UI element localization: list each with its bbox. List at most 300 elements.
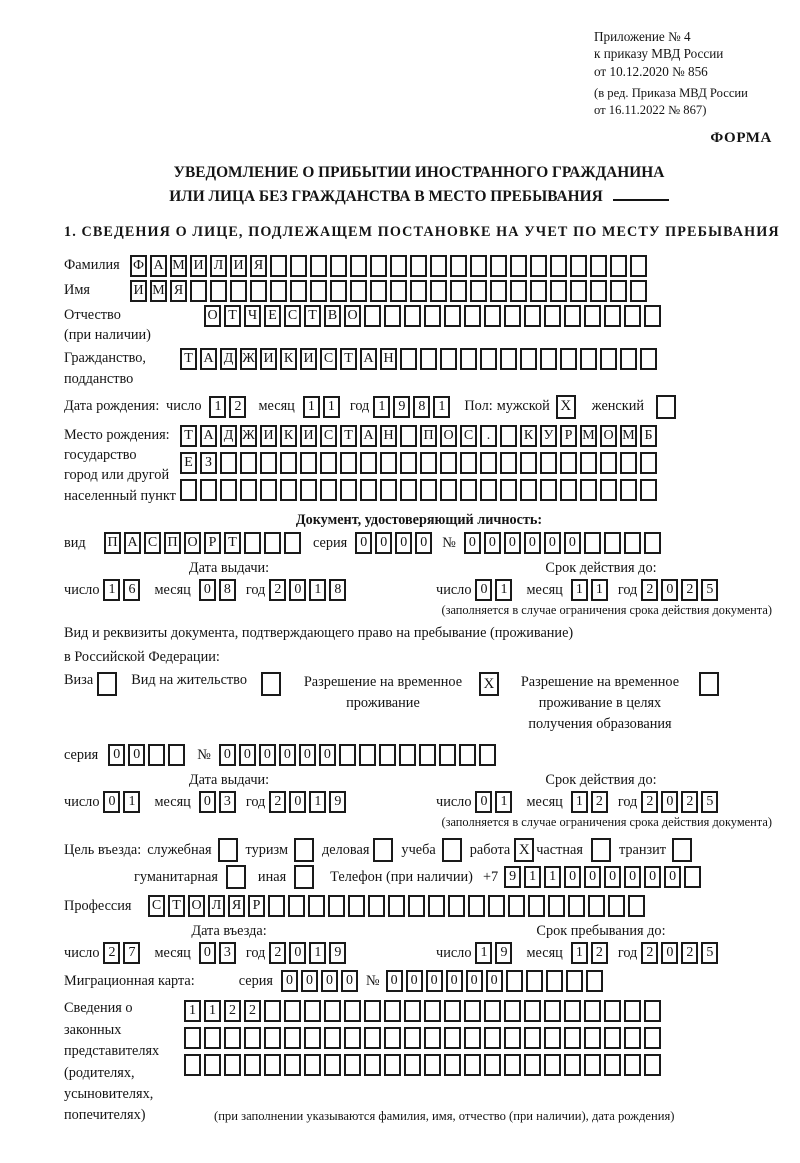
residence-doc-number-boxes[interactable] (219, 744, 496, 766)
char-box[interactable]: 0 (219, 744, 236, 766)
char-box[interactable]: 0 (199, 791, 216, 813)
visa-checkbox[interactable] (97, 672, 117, 696)
char-box[interactable] (294, 865, 314, 889)
issued-month-boxes[interactable] (199, 579, 236, 601)
char-box[interactable]: 2 (681, 942, 698, 964)
char-box[interactable] (364, 1054, 381, 1076)
char-box[interactable] (384, 1027, 401, 1049)
char-box[interactable] (444, 1054, 461, 1076)
char-box[interactable]: 0 (661, 579, 678, 601)
char-box[interactable] (448, 895, 465, 917)
purpose-tourism-checkbox[interactable] (294, 838, 314, 862)
representatives-boxes-line1[interactable] (184, 1000, 661, 1022)
issued-year-boxes[interactable] (269, 791, 346, 813)
char-box[interactable] (560, 348, 577, 370)
char-box[interactable] (548, 895, 565, 917)
issued-day-boxes[interactable] (103, 791, 140, 813)
char-box[interactable] (340, 479, 357, 501)
char-box[interactable]: С (460, 425, 477, 447)
char-box[interactable]: 0 (279, 744, 296, 766)
issued-year-boxes[interactable] (269, 579, 346, 601)
char-box[interactable]: Ф (130, 255, 147, 277)
char-box[interactable]: . (480, 425, 497, 447)
temp-permit-checkbox[interactable] (479, 672, 499, 696)
char-box[interactable]: 2 (641, 791, 658, 813)
char-box[interactable]: 8 (219, 579, 236, 601)
char-box[interactable] (190, 280, 207, 302)
char-box[interactable] (584, 305, 601, 327)
char-box[interactable]: С (144, 532, 161, 554)
char-box[interactable] (604, 305, 621, 327)
char-box[interactable] (430, 255, 447, 277)
char-box[interactable] (604, 1000, 621, 1022)
char-box[interactable] (240, 479, 257, 501)
char-box[interactable] (488, 895, 505, 917)
char-box[interactable]: 0 (259, 744, 276, 766)
char-box[interactable]: Р (204, 532, 221, 554)
char-box[interactable] (410, 255, 427, 277)
char-box[interactable] (608, 895, 625, 917)
char-box[interactable] (624, 1027, 641, 1049)
char-box[interactable]: 0 (239, 744, 256, 766)
char-box[interactable]: И (300, 348, 317, 370)
migration-card-series-boxes[interactable] (281, 970, 358, 992)
char-box[interactable]: 0 (504, 532, 521, 554)
char-box[interactable]: О (344, 305, 361, 327)
char-box[interactable]: Д (220, 348, 237, 370)
char-box[interactable] (644, 1054, 661, 1076)
representatives-boxes-line3[interactable] (184, 1054, 661, 1076)
char-box[interactable] (584, 1000, 601, 1022)
char-box[interactable] (340, 452, 357, 474)
char-box[interactable] (526, 970, 543, 992)
char-box[interactable] (226, 865, 246, 889)
char-box[interactable] (484, 1000, 501, 1022)
char-box[interactable]: Н (380, 425, 397, 447)
char-box[interactable]: И (260, 348, 277, 370)
char-box[interactable]: 1 (571, 791, 588, 813)
char-box[interactable] (384, 305, 401, 327)
char-box[interactable] (444, 305, 461, 327)
char-box[interactable] (300, 479, 317, 501)
edu-permit-checkbox[interactable] (699, 672, 719, 696)
char-box[interactable] (344, 1027, 361, 1049)
char-box[interactable]: 1 (495, 791, 512, 813)
purpose-business-checkbox[interactable] (373, 838, 393, 862)
char-box[interactable] (568, 895, 585, 917)
char-box[interactable] (284, 1027, 301, 1049)
char-box[interactable] (184, 1027, 201, 1049)
char-box[interactable]: В (324, 305, 341, 327)
char-box[interactable] (230, 280, 247, 302)
char-box[interactable] (640, 452, 657, 474)
char-box[interactable]: Т (340, 425, 357, 447)
char-box[interactable] (390, 280, 407, 302)
char-box[interactable]: И (260, 425, 277, 447)
char-box[interactable] (656, 395, 676, 419)
residence-doc-series-boxes[interactable] (108, 744, 185, 766)
char-box[interactable]: А (200, 425, 217, 447)
char-box[interactable] (684, 866, 701, 888)
char-box[interactable]: 0 (644, 866, 661, 888)
char-box[interactable]: 0 (466, 970, 483, 992)
char-box[interactable] (580, 452, 597, 474)
char-box[interactable]: Ж (240, 425, 257, 447)
char-box[interactable] (444, 1027, 461, 1049)
char-box[interactable]: 2 (244, 1000, 261, 1022)
char-box[interactable]: Т (168, 895, 185, 917)
char-box[interactable] (364, 305, 381, 327)
char-box[interactable]: К (520, 425, 537, 447)
char-box[interactable]: 2 (103, 942, 120, 964)
char-box[interactable]: 9 (329, 942, 346, 964)
char-box[interactable] (440, 452, 457, 474)
char-box[interactable]: 0 (321, 970, 338, 992)
char-box[interactable] (490, 280, 507, 302)
char-box[interactable]: 1 (309, 579, 326, 601)
char-box[interactable] (520, 348, 537, 370)
char-box[interactable] (480, 348, 497, 370)
char-box[interactable] (610, 255, 627, 277)
char-box[interactable] (544, 1000, 561, 1022)
char-box[interactable]: М (620, 425, 637, 447)
char-box[interactable] (288, 895, 305, 917)
char-box[interactable]: 9 (495, 942, 512, 964)
char-box[interactable] (584, 1054, 601, 1076)
char-box[interactable]: X (514, 838, 534, 862)
char-box[interactable] (410, 280, 427, 302)
char-box[interactable] (524, 1054, 541, 1076)
char-box[interactable]: 6 (123, 579, 140, 601)
char-box[interactable] (610, 280, 627, 302)
char-box[interactable] (644, 532, 661, 554)
char-box[interactable] (460, 452, 477, 474)
char-box[interactable] (500, 348, 517, 370)
char-box[interactable]: 1 (209, 396, 226, 418)
stay-month-boxes[interactable] (571, 942, 608, 964)
char-box[interactable] (324, 1054, 341, 1076)
char-box[interactable]: 1 (524, 866, 541, 888)
char-box[interactable]: 0 (415, 532, 432, 554)
char-box[interactable] (224, 1054, 241, 1076)
char-box[interactable] (510, 280, 527, 302)
char-box[interactable] (310, 280, 327, 302)
char-box[interactable] (500, 479, 517, 501)
char-box[interactable] (564, 1027, 581, 1049)
char-box[interactable] (580, 479, 597, 501)
char-box[interactable]: С (320, 425, 337, 447)
char-box[interactable]: 0 (301, 970, 318, 992)
char-box[interactable] (506, 970, 523, 992)
char-box[interactable] (364, 1027, 381, 1049)
migration-card-number-boxes[interactable] (386, 970, 603, 992)
char-box[interactable]: А (124, 532, 141, 554)
char-box[interactable] (520, 452, 537, 474)
char-box[interactable] (604, 1054, 621, 1076)
char-box[interactable]: Б (640, 425, 657, 447)
valid-month-boxes[interactable] (571, 579, 608, 601)
char-box[interactable]: 2 (681, 791, 698, 813)
char-box[interactable] (320, 452, 337, 474)
char-box[interactable]: 0 (446, 970, 463, 992)
char-box[interactable] (604, 1027, 621, 1049)
char-box[interactable] (264, 532, 281, 554)
char-box[interactable] (644, 1027, 661, 1049)
char-box[interactable]: 8 (413, 396, 430, 418)
char-box[interactable]: 2 (681, 579, 698, 601)
char-box[interactable] (344, 1054, 361, 1076)
birth-day-boxes[interactable] (209, 396, 246, 418)
char-box[interactable]: 0 (475, 791, 492, 813)
char-box[interactable] (640, 479, 657, 501)
purpose-work-checkbox[interactable] (514, 838, 534, 862)
char-box[interactable]: Я (228, 895, 245, 917)
char-box[interactable] (224, 1027, 241, 1049)
char-box[interactable] (484, 1054, 501, 1076)
char-box[interactable] (600, 479, 617, 501)
char-box[interactable] (464, 305, 481, 327)
char-box[interactable] (480, 479, 497, 501)
char-box[interactable] (404, 1000, 421, 1022)
valid-year-boxes[interactable] (641, 791, 718, 813)
char-box[interactable]: 0 (426, 970, 443, 992)
char-box[interactable] (424, 1054, 441, 1076)
char-box[interactable] (530, 280, 547, 302)
char-box[interactable]: 1 (323, 396, 340, 418)
valid-day-boxes[interactable] (475, 791, 512, 813)
char-box[interactable] (524, 1000, 541, 1022)
char-box[interactable] (428, 895, 445, 917)
char-box[interactable] (440, 479, 457, 501)
char-box[interactable] (630, 280, 647, 302)
char-box[interactable]: П (104, 532, 121, 554)
char-box[interactable] (168, 744, 185, 766)
char-box[interactable] (184, 1054, 201, 1076)
char-box[interactable]: 2 (591, 791, 608, 813)
char-box[interactable]: 3 (219, 942, 236, 964)
char-box[interactable] (500, 452, 517, 474)
char-box[interactable] (504, 1000, 521, 1022)
char-box[interactable] (430, 280, 447, 302)
char-box[interactable] (544, 305, 561, 327)
char-box[interactable] (450, 280, 467, 302)
char-box[interactable]: 1 (495, 579, 512, 601)
char-box[interactable] (464, 1000, 481, 1022)
char-box[interactable]: 2 (641, 579, 658, 601)
char-box[interactable] (294, 838, 314, 862)
char-box[interactable] (384, 1054, 401, 1076)
char-box[interactable] (544, 1054, 561, 1076)
char-box[interactable] (368, 895, 385, 917)
char-box[interactable] (546, 970, 563, 992)
char-box[interactable] (370, 255, 387, 277)
char-box[interactable]: 0 (624, 866, 641, 888)
char-box[interactable]: 0 (199, 942, 216, 964)
char-box[interactable]: 9 (393, 396, 410, 418)
char-box[interactable]: М (580, 425, 597, 447)
char-box[interactable]: Я (170, 280, 187, 302)
char-box[interactable]: Е (264, 305, 281, 327)
char-box[interactable] (260, 452, 277, 474)
char-box[interactable]: Я (250, 255, 267, 277)
char-box[interactable]: 0 (299, 744, 316, 766)
stay-day-boxes[interactable] (475, 942, 512, 964)
char-box[interactable]: 0 (281, 970, 298, 992)
char-box[interactable] (468, 895, 485, 917)
char-box[interactable] (550, 280, 567, 302)
char-box[interactable]: У (540, 425, 557, 447)
char-box[interactable]: 1 (123, 791, 140, 813)
char-box[interactable] (442, 838, 462, 862)
char-box[interactable] (540, 348, 557, 370)
char-box[interactable] (564, 1000, 581, 1022)
char-box[interactable]: 0 (108, 744, 125, 766)
char-box[interactable] (364, 1000, 381, 1022)
char-box[interactable] (308, 895, 325, 917)
char-box[interactable]: И (300, 425, 317, 447)
char-box[interactable] (324, 1027, 341, 1049)
given-name-boxes[interactable] (130, 280, 647, 302)
char-box[interactable] (408, 895, 425, 917)
char-box[interactable] (264, 1000, 281, 1022)
char-box[interactable] (460, 479, 477, 501)
purpose-private-checkbox[interactable] (591, 838, 611, 862)
char-box[interactable]: 0 (341, 970, 358, 992)
char-box[interactable] (484, 1027, 501, 1049)
char-box[interactable]: Т (224, 305, 241, 327)
char-box[interactable]: 9 (504, 866, 521, 888)
char-box[interactable] (591, 838, 611, 862)
char-box[interactable] (624, 1000, 641, 1022)
char-box[interactable] (304, 1054, 321, 1076)
char-box[interactable] (510, 255, 527, 277)
char-box[interactable]: Ч (244, 305, 261, 327)
char-box[interactable]: 0 (355, 532, 372, 554)
char-box[interactable]: 2 (591, 942, 608, 964)
char-box[interactable] (404, 1054, 421, 1076)
char-box[interactable]: М (170, 255, 187, 277)
char-box[interactable]: 5 (701, 791, 718, 813)
char-box[interactable]: 0 (524, 532, 541, 554)
char-box[interactable] (220, 452, 237, 474)
char-box[interactable] (420, 348, 437, 370)
char-box[interactable] (97, 672, 117, 696)
char-box[interactable] (470, 255, 487, 277)
char-box[interactable] (380, 452, 397, 474)
purpose-transit-checkbox[interactable] (672, 838, 692, 862)
char-box[interactable] (590, 255, 607, 277)
char-box[interactable] (590, 280, 607, 302)
char-box[interactable] (520, 479, 537, 501)
char-box[interactable]: Р (248, 895, 265, 917)
char-box[interactable] (380, 479, 397, 501)
char-box[interactable] (540, 452, 557, 474)
char-box[interactable]: И (130, 280, 147, 302)
char-box[interactable] (280, 452, 297, 474)
phone-boxes[interactable] (504, 866, 701, 888)
birth-place-boxes-line2[interactable] (180, 452, 657, 474)
char-box[interactable] (504, 305, 521, 327)
char-box[interactable]: Л (208, 895, 225, 917)
identity-doc-number-boxes[interactable] (464, 532, 661, 554)
char-box[interactable]: 0 (544, 532, 561, 554)
char-box[interactable] (270, 280, 287, 302)
char-box[interactable]: 0 (664, 866, 681, 888)
char-box[interactable] (404, 305, 421, 327)
char-box[interactable] (400, 425, 417, 447)
char-box[interactable]: А (150, 255, 167, 277)
valid-month-boxes[interactable] (571, 791, 608, 813)
char-box[interactable] (570, 255, 587, 277)
char-box[interactable] (540, 479, 557, 501)
valid-year-boxes[interactable] (641, 579, 718, 601)
char-box[interactable] (200, 479, 217, 501)
char-box[interactable]: Т (180, 348, 197, 370)
char-box[interactable] (644, 1000, 661, 1022)
char-box[interactable]: Т (304, 305, 321, 327)
char-box[interactable]: 0 (289, 791, 306, 813)
char-box[interactable] (359, 744, 376, 766)
birth-place-boxes-line1[interactable] (180, 425, 657, 447)
char-box[interactable]: 0 (564, 866, 581, 888)
char-box[interactable]: П (164, 532, 181, 554)
char-box[interactable] (479, 744, 496, 766)
char-box[interactable]: 0 (103, 791, 120, 813)
char-box[interactable]: 0 (289, 942, 306, 964)
char-box[interactable] (524, 1027, 541, 1049)
char-box[interactable]: 1 (309, 791, 326, 813)
char-box[interactable] (270, 255, 287, 277)
char-box[interactable] (260, 479, 277, 501)
issued-day-boxes[interactable] (103, 579, 140, 601)
citizenship-boxes[interactable] (180, 348, 657, 370)
char-box[interactable]: А (200, 348, 217, 370)
char-box[interactable] (420, 479, 437, 501)
char-box[interactable] (450, 255, 467, 277)
char-box[interactable]: О (440, 425, 457, 447)
char-box[interactable] (628, 895, 645, 917)
char-box[interactable] (439, 744, 456, 766)
char-box[interactable]: 5 (701, 942, 718, 964)
char-box[interactable] (350, 255, 367, 277)
char-box[interactable]: 1 (475, 942, 492, 964)
char-box[interactable]: 2 (269, 579, 286, 601)
char-box[interactable] (330, 255, 347, 277)
char-box[interactable]: Т (340, 348, 357, 370)
char-box[interactable]: 1 (571, 942, 588, 964)
char-box[interactable]: О (600, 425, 617, 447)
char-box[interactable] (624, 305, 641, 327)
char-box[interactable]: 0 (395, 532, 412, 554)
char-box[interactable] (419, 744, 436, 766)
char-box[interactable] (400, 479, 417, 501)
identity-doc-series-boxes[interactable] (355, 532, 432, 554)
char-box[interactable] (644, 305, 661, 327)
char-box[interactable] (400, 452, 417, 474)
char-box[interactable] (373, 838, 393, 862)
char-box[interactable]: 0 (386, 970, 403, 992)
char-box[interactable]: С (320, 348, 337, 370)
char-box[interactable] (344, 1000, 361, 1022)
char-box[interactable]: 1 (303, 396, 320, 418)
purpose-study-checkbox[interactable] (442, 838, 462, 862)
char-box[interactable]: О (188, 895, 205, 917)
char-box[interactable]: 9 (329, 791, 346, 813)
char-box[interactable] (500, 425, 517, 447)
char-box[interactable] (444, 1000, 461, 1022)
char-box[interactable] (268, 895, 285, 917)
sex-male-checkbox[interactable] (556, 395, 576, 419)
